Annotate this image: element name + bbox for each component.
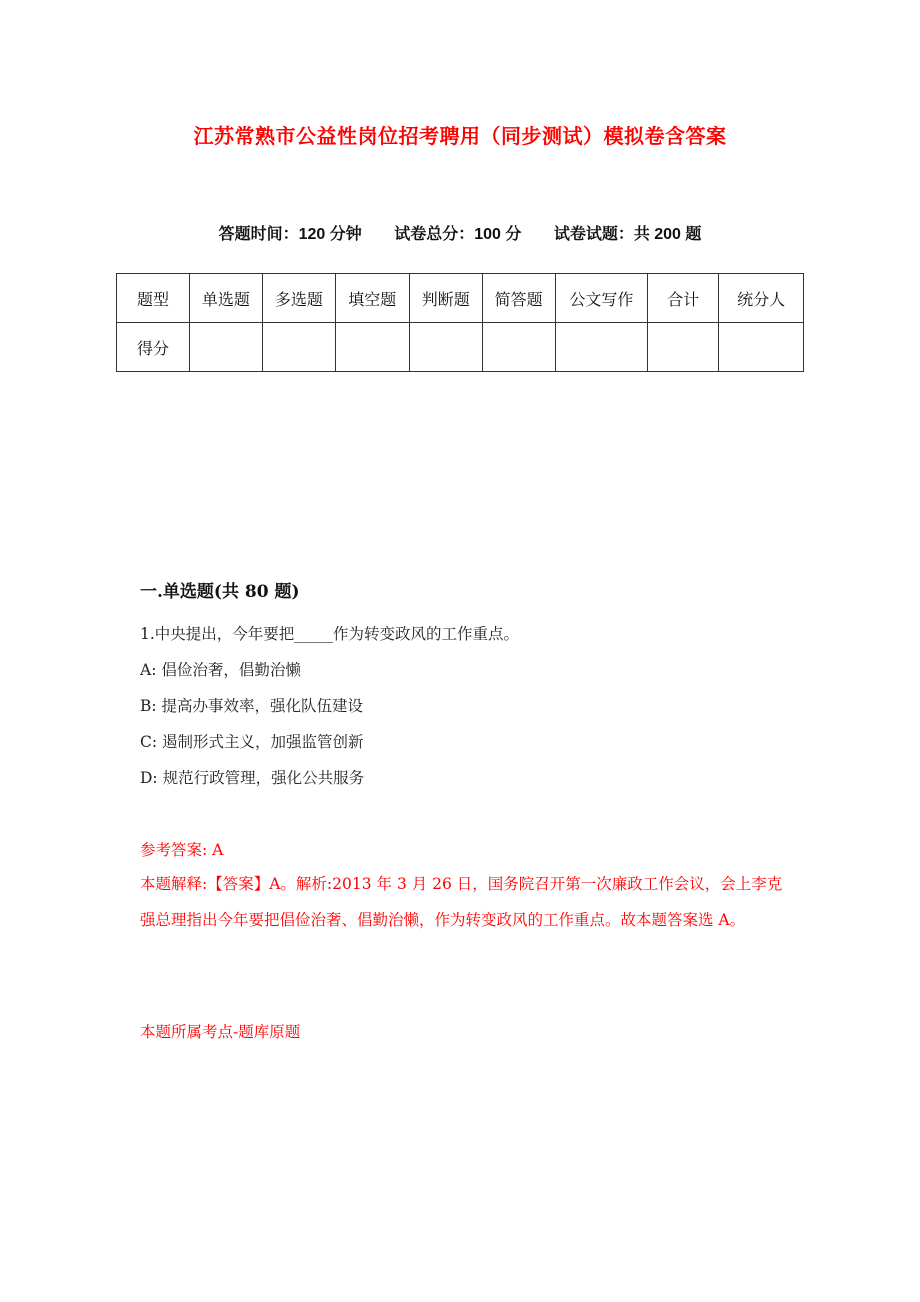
score-cell[interactable] <box>555 323 648 372</box>
score-cell[interactable] <box>189 323 262 372</box>
header-cell: 统分人 <box>719 274 804 323</box>
header-cell: 合计 <box>648 274 719 323</box>
header-cell: 单选题 <box>189 274 262 323</box>
score-cell[interactable] <box>719 323 804 372</box>
section-heading: 一.单选题(共 80 题) <box>140 582 300 602</box>
option-d: D: 规范行政管理，强化公共服务 <box>140 769 365 787</box>
score-cell[interactable] <box>335 323 409 372</box>
exam-total-score: 试卷总分：100 分 <box>394 226 522 243</box>
score-cell[interactable] <box>648 323 719 372</box>
reference-answer: 参考答案: A <box>140 841 224 859</box>
exam-meta <box>0 221 920 244</box>
score-cell[interactable] <box>482 323 555 372</box>
question-source: 本题所属考点-题库原题 <box>140 1023 301 1041</box>
score-cell[interactable] <box>409 323 482 372</box>
header-cell: 填空题 <box>335 274 409 323</box>
score-cell[interactable] <box>262 323 335 372</box>
header-cell: 题型 <box>117 274 190 323</box>
document-title: 江苏常熟市公益性岗位招考聘用（同步测试）模拟卷含答案 <box>193 124 727 148</box>
row-label-cell: 得分 <box>117 323 190 372</box>
option-c: C: 遏制形式主义，加强监管创新 <box>140 733 364 751</box>
header-cell: 多选题 <box>262 274 335 323</box>
answer-explanation: 本题解释:【答案】A。解析:2013 年 3 月 26 日，国务院召开第一次廉政工作会议，会上李克强总理指出今年要把倡俭治奢、倡勤治懒，作为转变政风的工作重点。故本题答案选 A。 <box>140 875 783 929</box>
header-cell: 公文写作 <box>555 274 648 323</box>
option-a: A: 倡俭治奢，倡勤治懒 <box>140 661 301 679</box>
question-stem: 1.中央提出，今年要把_____作为转变政风的工作重点。 <box>140 625 520 643</box>
score-table-score-row <box>117 323 804 372</box>
header-cell: 判断题 <box>409 274 482 323</box>
exam-question-count: 试卷试题：共 200 题 <box>553 226 702 243</box>
header-cell: 简答题 <box>482 274 555 323</box>
score-table <box>116 273 804 372</box>
exam-time: 答题时间：120 分钟 <box>218 226 362 243</box>
option-b: B: 提高办事效率，强化队伍建设 <box>140 697 364 715</box>
score-table-header-row <box>117 274 804 323</box>
